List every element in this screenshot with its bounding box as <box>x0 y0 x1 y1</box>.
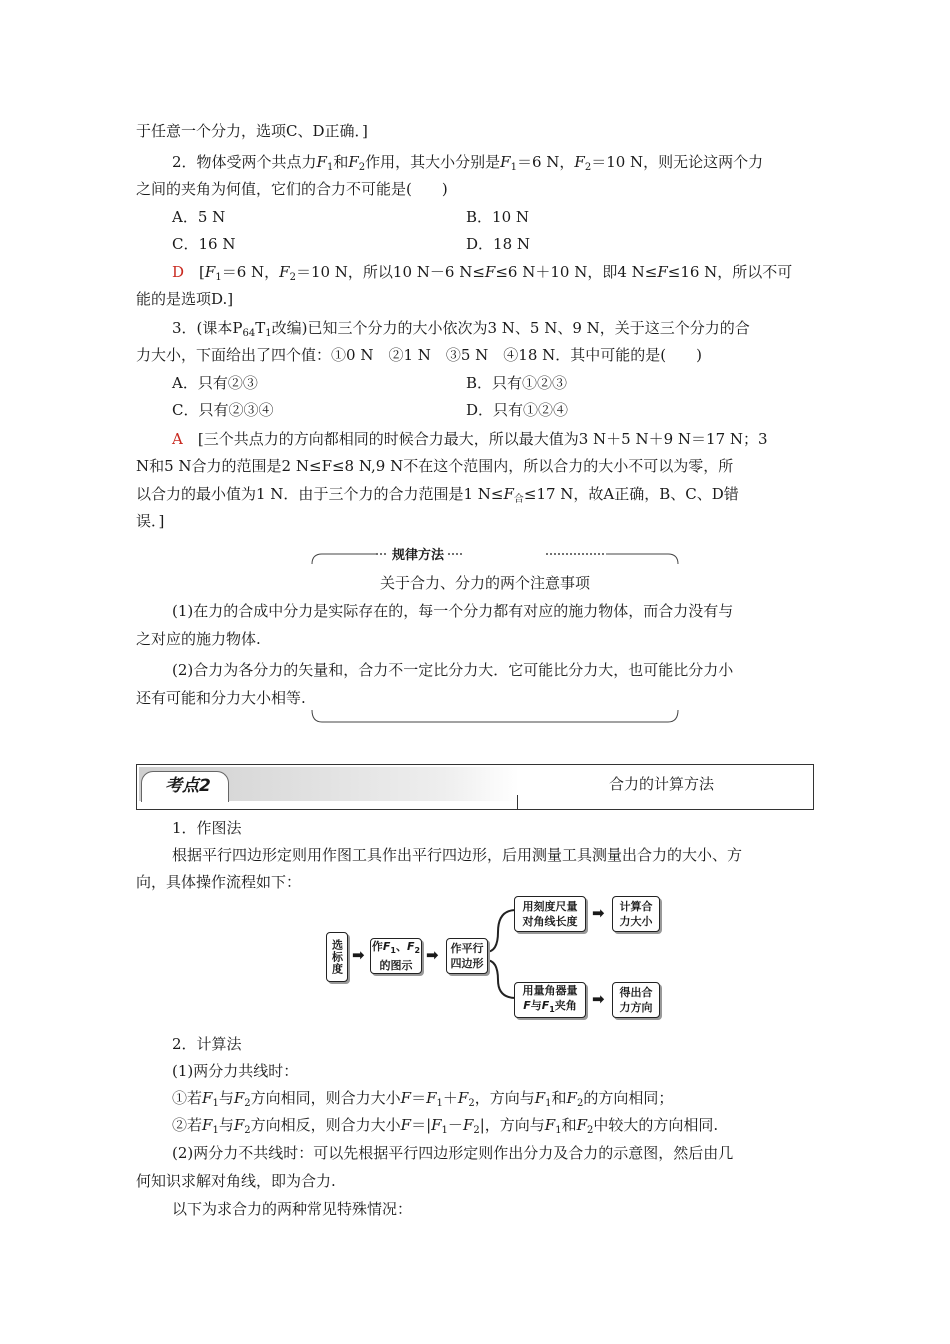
flow-step-parallelogram: 作平行四边形 <box>446 938 488 974</box>
flow-step-measure-length: 用刻度尺量对角线长度 <box>514 896 586 932</box>
divider <box>517 795 518 809</box>
text-line: 于任意一个分力，选项C、D正确．] <box>136 122 368 140</box>
option-b: B．只有①②③ <box>466 374 568 392</box>
sec1-paragraph-cont: 向，具体操作流程如下： <box>136 873 302 891</box>
sec2-sub1: (1)两分力共线时： <box>172 1062 299 1080</box>
arrow-right-icon: ➡ <box>592 990 605 1008</box>
answer-3-line-4: 误．] <box>136 512 165 530</box>
sec2-heading: 2．计算法 <box>172 1035 242 1053</box>
question-3-line-2: 力大小，下面给出了四个值：①0 N ②1 N ③5 N ④18 N．其中可能的是( ) <box>136 346 702 364</box>
option-d: D．18 N <box>466 235 531 253</box>
rule-title: 规律方法 <box>388 544 448 563</box>
rule-paragraph-1: (1)在力的合成中分力是实际存在的，每一个分力都有对应的施力物体，而合力没有与 <box>172 602 734 620</box>
option-c: C．16 N <box>172 235 236 253</box>
option-d: D．只有①②④ <box>466 401 569 419</box>
answer-3-line-2: N和5 N合力的范围是2 N≤F≤8 N,9 N不在这个范围内，所以合力的大小不可以为零，所 <box>136 457 734 475</box>
answer-2-line-1: D [$F_1=6$ N，$F_2=10$ N，所以10 N－6 N≤F≤6 N＋10 N，即4 N≤F≤16 N，所以不可 <box>172 263 793 283</box>
sec2-last: 以下为求合力的两种常见特殊情况： <box>172 1200 413 1218</box>
rule-paragraph-2: (2)合力为各分力的矢量和，合力不一定比分力大．它可能比分力大，也可能比分力小 <box>172 661 734 679</box>
question-2-line-2: 之间的夹角为何值，它们的合力不可能是( ) <box>136 180 448 198</box>
answer-letter: D <box>172 263 185 281</box>
sec1-paragraph: 根据平行四边形定则用作图工具作出平行四边形，后用测量工具测量出合力的大小、方 <box>172 846 743 864</box>
flow-step-calc-magnitude: 计算合力大小 <box>612 896 660 932</box>
question-2-line-1: 2．物体受两个共点力$F_1$和$F_2$作用，其大小分别是$F_1=6$ N，$F_2=10$ N，则无论这两个力 <box>172 153 764 173</box>
flow-step-select-scale: 选标度 <box>326 932 348 982</box>
option-a: A．只有②③ <box>172 374 258 392</box>
section-label: 考点2 <box>165 776 211 796</box>
answer-2-line-2: 能的是选项D.] <box>136 290 234 308</box>
option-c: C．只有②③④ <box>172 401 274 419</box>
option-b: B．10 N <box>466 208 530 226</box>
flow-step-draw-forces: 作$F_1$、$F_2$ 的图示 <box>371 940 421 972</box>
section-header-bar <box>136 764 814 810</box>
arrow-right-icon: ➡ <box>592 904 605 922</box>
option-a: A．5 N <box>172 208 226 226</box>
rule-subtitle: 关于合力、分力的两个注意事项 <box>380 574 591 592</box>
answer-3-line-3: 以合力的最小值为1 N．由于三个力的合力范围是1 $N\le F_合\le 17$ N，故A正确，B、C、D错 <box>136 485 739 505</box>
arrow-right-icon: ➡ <box>352 946 365 964</box>
rule-paragraph-2-cont: 还有可能和分力大小相等. <box>136 689 306 707</box>
rule-box-frame <box>306 540 686 732</box>
rule-paragraph-1-cont: 之对应的施力物体. <box>136 630 261 648</box>
answer-letter: A <box>172 430 183 448</box>
sec2-sub2: (2)两分力不共线时：可以先根据平行四边形定则作出分力及合力的示意图，然后由几 <box>172 1144 734 1162</box>
sec1-heading: 1．作图法 <box>172 819 242 837</box>
flow-step-get-direction: 得出合力方向 <box>612 982 660 1018</box>
sec2-case-1: ①若$F_1$与$F_2$方向相同，则合力大小$F=F_1+F_2$，方向与$F_1$和$F_2$的方向相同； <box>172 1089 674 1109</box>
flow-step-measure-angle: 用量角器量 F与$F_1$夹角 <box>514 982 586 1018</box>
sec2-case-2: ②若$F_1$与$F_2$方向相反，则合力大小$F=|F_1-F_2|$，方向与$F_1$和$F_2$中较大的方向相同. <box>172 1116 719 1136</box>
sec2-sub2-cont: 何知识求解对角线，即为合力. <box>136 1172 336 1190</box>
question-3-line-1: 3．(课本$P_{64}T_1$改编)已知三个分力的大小依次为3 N、5 N、9 N，关于这三个分力的合 <box>172 319 750 339</box>
answer-3-line-1: A [三个共点力的方向都相同的时候合力最大，所以最大值为3 N＋5 N＋9 N＝17 N；3 <box>172 430 768 448</box>
flow-chart <box>326 894 666 1022</box>
section-title: 合力的计算方法 <box>609 775 715 793</box>
arrow-right-icon: ➡ <box>426 946 439 964</box>
